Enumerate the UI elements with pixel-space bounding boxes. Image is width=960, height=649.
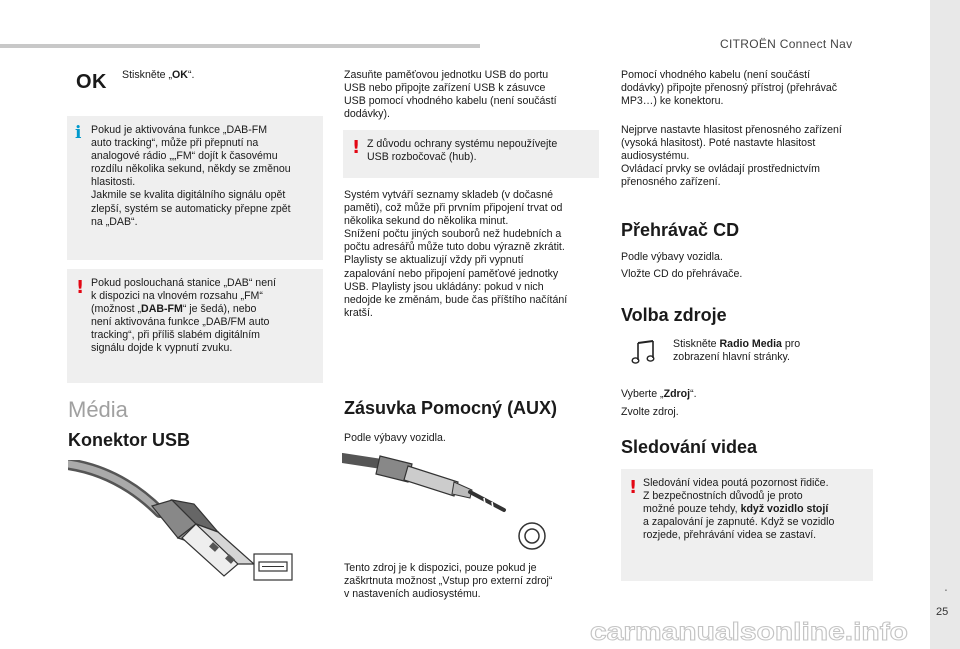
source-heading: Volba zdroje <box>621 305 727 325</box>
warning-box-text: Pokud poslouchaná stanice „DAB“ není k dispozici na vlnovém rozsahu „FM“ (možnost „DAB-FM“ je šedá), nebo není aktivována funkce „DAB/FM auto tracking“, při příliš slabém digitálním signálu dojde k vypnutí zvuku. <box>91 277 276 355</box>
cd-heading: Přehrávač CD <box>621 220 740 240</box>
section-title: Média <box>68 397 128 422</box>
warning-box-text: Sledování videa poutá pozornost řidiče. Z bezpečnostních důvodů je proto možné pouze tehdy, když vozidlo stojí a zapalování je zapnuté. Když se vozidlo rozjede, přehrávání videa se zastaví. <box>643 477 835 542</box>
ok-button-icon: OK <box>76 71 107 93</box>
warning-icon: ! <box>76 277 85 298</box>
playlist-paragraph: Systém vytváří seznamy skladeb (v dočasné paměti), což může při prvním připojení trvat od několika sekund do několika minut. Snížení počtu jiných souborů než hudebních a počtu adresářů může tuto dobu výrazně zkrátit. Playlisty se aktualizují vždy při vypnutí zapalování nebo připojení paměťové jednotky USB. Playlisty jsou ukládány: pokud v nich nedojde ke změnám, bude čas příštího načítání kratší. <box>344 189 568 319</box>
page-header: CITROËN Connect Nav <box>720 37 853 51</box>
info-icon: i <box>75 123 82 143</box>
volume-paragraph: Nejprve nastavte hlasitost přenosného zařízení (vysoká hlasitost). Poté nastavte hlasitost audiosystému. Ovládací prvky se ovládají prostřednictvím přenosného zařízení. <box>621 124 842 189</box>
aux-equipment-note: Podle výbavy vozidla. <box>344 432 446 444</box>
cable-paragraph: Pomocí vhodného kabelu (není součástí dodávky) připojte přenosný přístroj (přehrávač MP3…) ke konektoru. <box>621 69 838 108</box>
continue-mark: . <box>944 578 948 594</box>
warning-box-video <box>621 469 873 581</box>
watermark <box>590 616 910 646</box>
warning-icon: ! <box>352 137 361 158</box>
usb-heading: Konektor USB <box>68 430 191 450</box>
usb-insert-paragraph: Zasuňte paměťovou jednotku USB do portu USB nebo připojte zařízení USB k zásuvce USB pomocí vhodného kabelu (není součástí dodávky). <box>344 69 557 121</box>
warning-icon: ! <box>629 477 638 498</box>
radio-media-instruction: Stiskněte Radio Media pro zobrazení hlavní stránky. <box>673 338 801 364</box>
warning-box-text: Z důvodu ochrany systému nepoužívejte USB rozbočovač (hub). <box>367 138 558 164</box>
info-box-dab <box>67 116 323 260</box>
aux-availability-note: Tento zdroj je k dispozici, pouze pokud je zaškrtnuta možnost „Vstup pro externí zdroj“ v nastaveních audiosystému. <box>344 562 553 601</box>
page-number: 25 <box>936 606 949 618</box>
cd-equipment-note: Podle výbavy vozidla. <box>621 251 723 263</box>
aux-jack-illustration <box>342 452 552 552</box>
select-source-instruction: Vyberte „Zdroj“. <box>621 388 697 400</box>
info-box-text: Pokud je aktivována funkce „DAB-FM auto tracking“, může při přepnutí na analogové rádio „„FM“ dojít k časovému rozdílu několika sekund, někdy se změnou hlasitosti. Jakmile se kvalita digitálního signálu opět zlepší, systém se automaticky přepne zpět na „DAB“. <box>91 124 291 228</box>
aux-heading: Zásuvka Pomocný (AUX) <box>344 398 558 418</box>
usb-connector-illustration <box>68 460 294 586</box>
warning-box-usb-hub <box>343 130 599 178</box>
watermark-text: carmanualsonline.info <box>590 618 908 646</box>
choose-source-instruction: Zvolte zdroj. <box>621 406 679 418</box>
ok-instruction: Stiskněte „OK“. <box>122 69 195 81</box>
warning-box-dab <box>67 269 323 383</box>
cd-insert-instruction: Vložte CD do přehrávače. <box>621 268 743 280</box>
page-edge-strip <box>930 0 960 649</box>
video-heading: Sledování videa <box>621 437 758 457</box>
top-divider-bar <box>0 44 480 48</box>
music-note-icon <box>631 339 657 367</box>
